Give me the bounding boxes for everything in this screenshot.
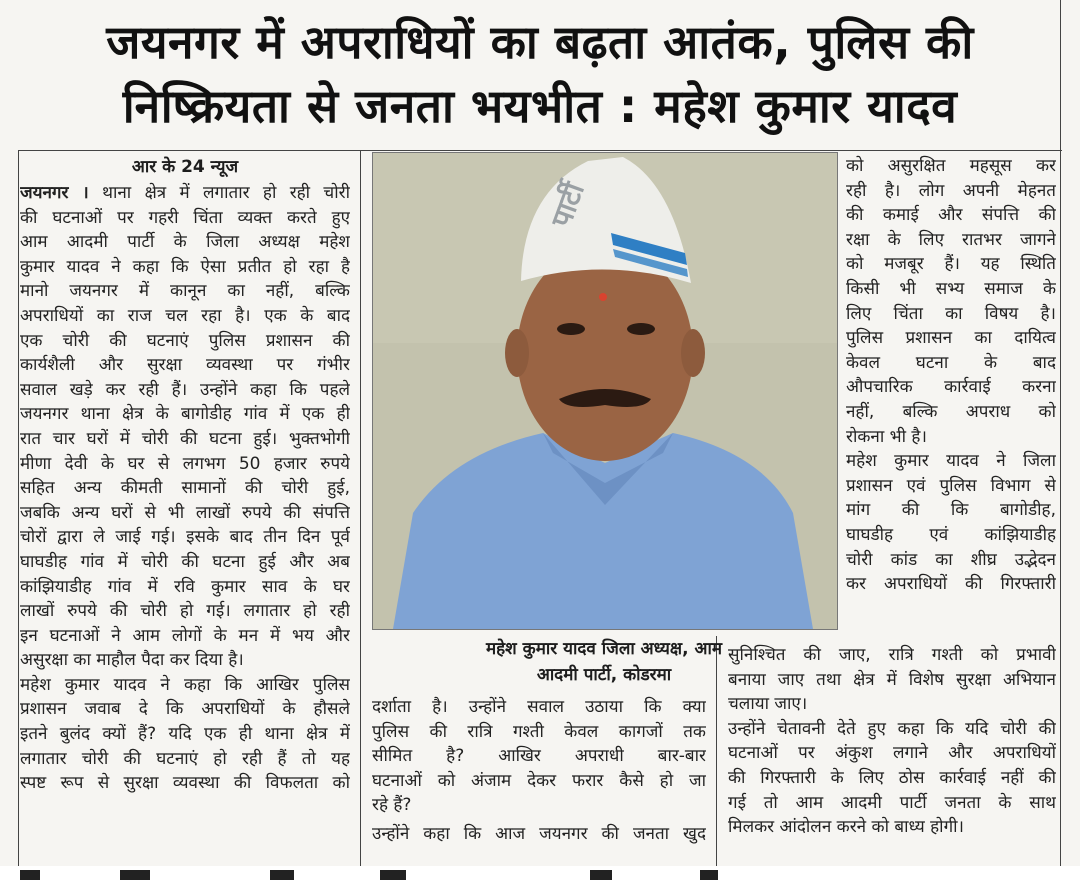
article-line: जयनगर थाना क्षेत्र के बागोडीह गांव में एक ही	[20, 404, 350, 425]
article-line: घटनाओं पर अंकुश लगाने और अपराधियों	[728, 743, 1056, 764]
next-article-edge	[0, 866, 1080, 880]
article-column-3-continued	[728, 643, 1056, 840]
portrait-illustration	[373, 153, 837, 629]
face	[517, 245, 693, 461]
article-line: सीमित है? आखिर अपराधी बार-बार	[372, 746, 706, 767]
article-line: चोरों द्वारा ले जाई गई। इसके बाद तीन दिन पूर्व	[20, 527, 350, 548]
article-column-3	[846, 154, 1056, 597]
article-line: किसी भी सभ्य समाज के	[846, 278, 1056, 299]
article-line: रोकना भी है।	[846, 426, 927, 447]
byline: आर के 24 न्यूज	[131, 157, 239, 177]
article-line: मांग की कि बागोडीह,	[846, 500, 1056, 521]
article-line: प्रशासन जवाब दे कि अपराधियों के हौसले	[20, 699, 350, 720]
article-line: चोरी कांड का शीघ्र उद्भेदन	[846, 549, 1056, 570]
article-line: मानो जयनगर में कानून का नहीं, बल्कि	[20, 281, 350, 302]
article-line: घटनाओं को अंजाम देकर फरार कैसे हो जा	[372, 770, 706, 791]
divider	[1060, 0, 1061, 866]
article-line: लगातार चोरी की घटनाएं हो रही हैं तो यह	[20, 748, 350, 769]
article-line: गई तो आम आदमी पार्टी जनता के साथ	[728, 792, 1056, 813]
article-line: सवाल खड़े कर रही हैं। उन्होंने कहा कि पहले	[20, 379, 350, 400]
article-line: लाखों रुपये की चोरी हो गई। लगातार हो रही	[20, 601, 350, 622]
article-line: उन्होंने चेतावनी देते हुए कहा कि यदि चोरी की	[728, 718, 1056, 739]
article-line: जयनगर । थाना क्षेत्र में लगातार हो रही चोरी	[20, 183, 350, 203]
article-line: लिए चिंता का विषय है।	[846, 303, 1056, 324]
column-divider	[360, 150, 361, 866]
article-line: रहे हैं?	[372, 795, 412, 816]
article-line: को मजबूर हैं। यह स्थिति	[846, 254, 1056, 275]
article-line: दर्शाता है। उन्होंने सवाल उठाया कि क्या	[372, 697, 706, 717]
article-line: चलाया जाए।	[728, 694, 808, 715]
article-column-1	[20, 181, 350, 796]
article-line: पुलिस की रात्रि गश्ती केवल कागजों तक	[372, 721, 706, 742]
article-line: अपराधियों का राज चल रहा है। एक के बाद	[20, 305, 350, 326]
article-line: मीणा देवी के घर से लगभग 50 हजार रुपये	[20, 453, 350, 474]
article-line: जबकि अन्य घरों से भी लाखों रुपये की संपत्ति	[20, 502, 350, 523]
article-line: रक्षा के लिए रातभर जागने	[846, 229, 1056, 250]
portrait-photo	[372, 152, 838, 630]
article-line: रात चार घरों में चोरी की घटना हुई। भुक्तभोगी	[20, 428, 350, 449]
article-line: कार्यशैली और सुरक्षा व्यवस्था पर गंभीर	[20, 355, 350, 376]
article-line: रही है। लोग अपनी मेहनत	[846, 180, 1056, 201]
article-line: की गिरफ्तारी के लिए ठोस कार्रवाई नहीं की	[728, 767, 1056, 788]
article-line: बनाया जाए तथा क्षेत्र में विशेष सुरक्षा अभियान	[728, 669, 1056, 690]
article-line: महेश कुमार यादव ने कहा कि आखिर पुलिस	[20, 674, 350, 695]
article-line: औपचारिक कार्रवाई करना	[846, 377, 1056, 398]
article-line: महेश कुमार यादव ने जिला	[846, 451, 1056, 472]
caption-line-1: महेश कुमार यादव जिला अध्यक्ष, आम	[485, 639, 723, 659]
article-line: घाघडीह एवं कांझियाडीह	[846, 524, 1056, 545]
article-line: एक चोरी की घटनाएं पुलिस प्रशासन की	[20, 330, 350, 351]
dateline: जयनगर ।	[20, 183, 89, 203]
article-line: पुलिस प्रशासन का दायित्व	[846, 328, 1056, 349]
article-line: को असुरक्षित महसूस कर	[846, 156, 1056, 176]
headline-line-1: जयनगर में अपराधियों का बढ़ता आतंक, पुलिस की	[106, 15, 974, 69]
divider	[18, 150, 19, 866]
article-line: कर अपराधियों की गिरफ्तारी	[846, 574, 1056, 595]
article-line: उन्होंने कहा कि आज जयनगर की जनता खुद	[372, 823, 706, 844]
article-line: सुनिश्चित की जाए, रात्रि गश्ती को प्रभावी	[728, 645, 1056, 665]
article-line: इन घटनाओं ने आम लोगों के मन में भय और	[20, 625, 350, 646]
headline-line-2: निष्क्रियता से जनता भयभीत : महेश कुमार यादव	[122, 79, 958, 133]
article-line: स्पष्ट रूप से सुरक्षा व्यवस्था की विफलता को	[20, 773, 350, 794]
article-line: नहीं, बल्कि अपराध को	[846, 401, 1056, 422]
article-line: असुरक्षा का माहौल पैदा कर दिया है।	[20, 650, 244, 671]
article-column-2	[372, 695, 706, 847]
article-line: की घटनाओं पर गहरी चिंता व्यक्त करते हुए	[20, 207, 350, 228]
article-line: की कमाई और संपत्ति की	[846, 205, 1056, 226]
article-line: इतने बुलंद क्यों हैं? यदि एक ही थाना क्षेत्र में	[20, 724, 350, 745]
cap-text: पार्टी	[544, 178, 591, 232]
headline	[18, 10, 1062, 138]
article-line: कुमार यादव ने कहा कि ऐसा प्रतीत हो रहा है	[20, 256, 350, 277]
caption-line-2: आदमी पार्टी, कोडरमा	[536, 665, 672, 685]
article-line: सहित अन्य कीमती सामानों की चोरी हुई,	[20, 478, 350, 499]
article-line: प्रशासन एवं पुलिस विभाग से	[846, 475, 1056, 496]
article-line: कांझियाडीह गांव में रवि कुमार साव के घर	[20, 576, 350, 597]
article-line: घाघडीह गांव में चोरी की घटना हुई और अब	[20, 551, 350, 572]
divider	[18, 150, 1062, 151]
article-line: मिलकर आंदोलन करने को बाध्य होगी।	[728, 817, 964, 838]
article-line: आम आदमी पार्टी के जिला अध्यक्ष महेश	[20, 232, 350, 253]
article-line: केवल घटना के बाद	[846, 352, 1056, 373]
